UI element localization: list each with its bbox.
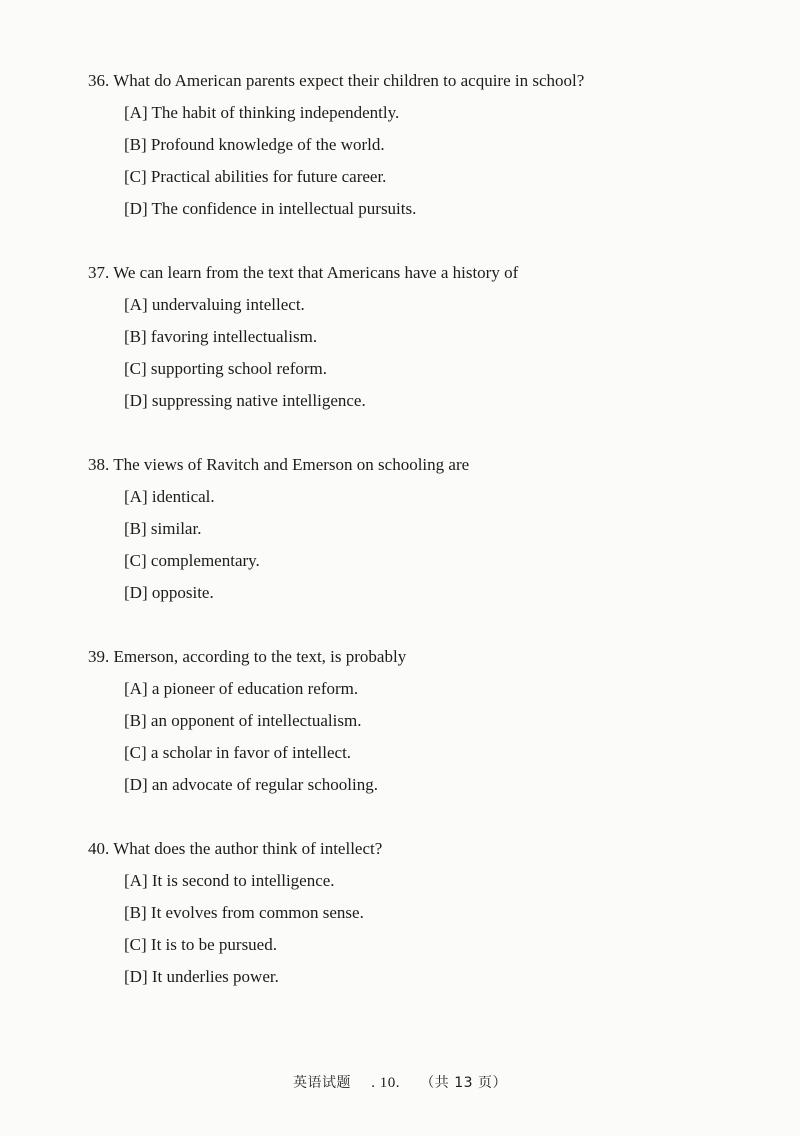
option-d[interactable]: [D] The confidence in intellectual pursuits.: [124, 199, 417, 218]
option-b[interactable]: [B] favoring intellectualism.: [124, 327, 318, 346]
question-37: [88, 262, 518, 412]
option-c[interactable]: [C] It is to be pursued.: [124, 935, 277, 954]
option-a[interactable]: [A] undervaluing intellect.: [124, 295, 305, 314]
question-stem: 40. What does the author think of intellect?: [88, 839, 383, 858]
option-a[interactable]: [A] It is second to intelligence.: [124, 871, 335, 890]
question-stem: 39. Emerson, according to the text, is probably: [88, 647, 407, 666]
option-c[interactable]: [C] supporting school reform.: [124, 359, 328, 378]
option-a[interactable]: [A] a pioneer of education reform.: [124, 679, 359, 698]
footer-page-number: . 10.: [371, 1075, 401, 1091]
option-a[interactable]: [A] The habit of thinking independently.: [124, 103, 400, 122]
option-b[interactable]: [B] Profound knowledge of the world.: [124, 135, 385, 154]
option-b[interactable]: [B] It evolves from common sense.: [124, 903, 364, 922]
question-40: [88, 838, 382, 988]
footer-page-total: （共 13 页）: [420, 1075, 507, 1091]
question-36: [88, 70, 584, 220]
option-b[interactable]: [B] an opponent of intellectualism.: [124, 711, 362, 730]
question-stem: 38. The views of Ravitch and Emerson on schooling are: [88, 455, 470, 474]
question-stem: 37. We can learn from the text that Americans have a history of: [88, 263, 519, 282]
question-stem: 36. What do American parents expect their children to acquire in school?: [88, 71, 585, 90]
option-d[interactable]: [D] It underlies power.: [124, 967, 279, 986]
question-38: [88, 454, 469, 604]
option-b[interactable]: [B] similar.: [124, 519, 202, 538]
page-footer: [0, 1072, 800, 1092]
footer-subject: 英语试题: [293, 1075, 352, 1091]
option-d[interactable]: [D] opposite.: [124, 583, 214, 602]
option-c[interactable]: [C] a scholar in favor of intellect.: [124, 743, 352, 762]
option-c[interactable]: [C] complementary.: [124, 551, 260, 570]
option-a[interactable]: [A] identical.: [124, 487, 215, 506]
option-d[interactable]: [D] suppressing native intelligence.: [124, 391, 366, 410]
option-c[interactable]: [C] Practical abilities for future career.: [124, 167, 387, 186]
question-39: [88, 646, 406, 796]
option-d[interactable]: [D] an advocate of regular schooling.: [124, 775, 378, 794]
